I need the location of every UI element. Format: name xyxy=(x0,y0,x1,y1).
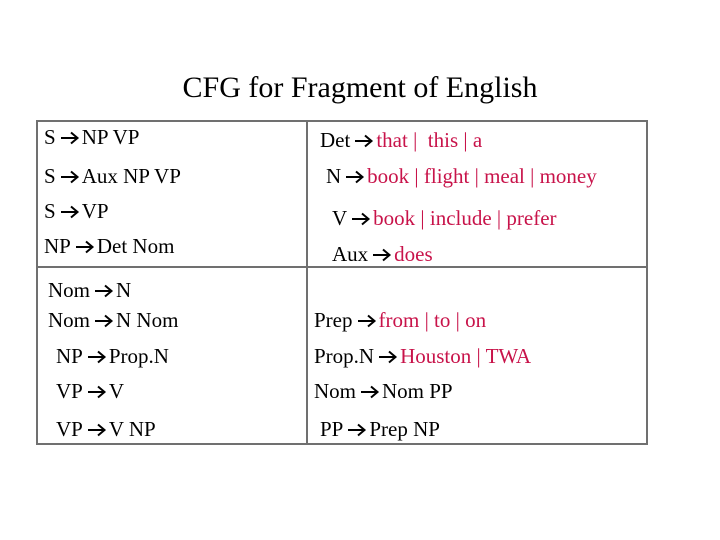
rule-rhs: VP xyxy=(81,199,109,223)
rule-rhs: does xyxy=(394,242,433,266)
column-divider xyxy=(306,122,308,443)
arrow-icon xyxy=(60,205,80,219)
arrow-icon xyxy=(94,314,114,328)
rule-vp-v xyxy=(56,378,124,404)
rule-s-vp xyxy=(44,198,109,224)
arrow-icon xyxy=(87,385,107,399)
arrow-icon xyxy=(354,134,374,148)
rule-np-det-nom xyxy=(44,233,174,259)
rule-nom-n-nom xyxy=(48,307,178,333)
rule-lhs: NP xyxy=(44,234,71,258)
rule-lhs: Aux xyxy=(332,242,369,266)
arrow-icon xyxy=(357,314,377,328)
arrow-icon xyxy=(345,170,365,184)
arrow-icon xyxy=(378,350,398,364)
rule-rhs: book | include | prefer xyxy=(373,206,557,230)
arrow-icon xyxy=(60,131,80,145)
rule-np-propn xyxy=(56,343,169,369)
rule-rhs: V NP xyxy=(108,417,156,441)
rule-lhs: N xyxy=(326,164,342,188)
rule-vp-v-np xyxy=(56,416,156,442)
rule-lhs: S xyxy=(44,164,56,188)
rule-rhs: NP VP xyxy=(81,125,140,149)
rule-rhs: Prep NP xyxy=(369,417,440,441)
rule-rhs: Aux NP VP xyxy=(81,164,181,188)
arrow-icon xyxy=(60,170,80,184)
rule-lhs: S xyxy=(44,199,56,223)
rule-lhs: Prop.N xyxy=(314,344,375,368)
arrow-icon xyxy=(351,212,371,226)
rule-lhs: V xyxy=(332,206,348,230)
rule-lhs: Nom xyxy=(48,278,90,302)
rule-rhs: Houston | TWA xyxy=(400,344,532,368)
rule-aux xyxy=(332,241,433,267)
rule-v xyxy=(332,205,557,231)
arrow-icon xyxy=(372,248,392,262)
rule-lhs: Nom xyxy=(48,308,90,332)
rule-nom-n xyxy=(48,277,131,303)
rule-n xyxy=(326,163,597,189)
arrow-icon xyxy=(75,240,95,254)
rule-lhs: NP xyxy=(56,344,83,368)
rule-lhs: Nom xyxy=(314,379,356,403)
rule-rhs: Prop.N xyxy=(108,344,169,368)
rule-lhs: PP xyxy=(320,417,344,441)
arrow-icon xyxy=(360,385,380,399)
rule-rhs: Nom PP xyxy=(382,379,453,403)
rule-rhs: V xyxy=(108,379,125,403)
rule-propn xyxy=(314,343,531,369)
rule-lhs: VP xyxy=(56,379,83,403)
rule-nom-nom-pp xyxy=(314,378,453,404)
arrow-icon xyxy=(87,350,107,364)
rule-lhs: Det xyxy=(320,128,351,152)
rule-pp xyxy=(320,416,440,442)
arrow-icon xyxy=(87,423,107,437)
rule-rhs: that | this | a xyxy=(376,128,483,152)
rule-rhs: Det Nom xyxy=(96,234,175,258)
arrow-icon xyxy=(347,423,367,437)
page-title: CFG for Fragment of English xyxy=(182,71,538,104)
rule-det xyxy=(320,127,482,153)
rule-lhs: Prep xyxy=(314,308,353,332)
rule-prep xyxy=(314,307,486,333)
rule-rhs: N Nom xyxy=(116,308,179,332)
rule-rhs: from | to | on xyxy=(378,308,487,332)
arrow-icon xyxy=(94,284,114,298)
rule-rhs: book | flight | meal | money xyxy=(367,164,597,188)
rule-s-aux-np-vp xyxy=(44,163,181,189)
rule-s-np-vp xyxy=(44,124,139,150)
rule-lhs: S xyxy=(44,125,56,149)
rule-rhs: N xyxy=(116,278,132,302)
rule-lhs: VP xyxy=(56,417,83,441)
